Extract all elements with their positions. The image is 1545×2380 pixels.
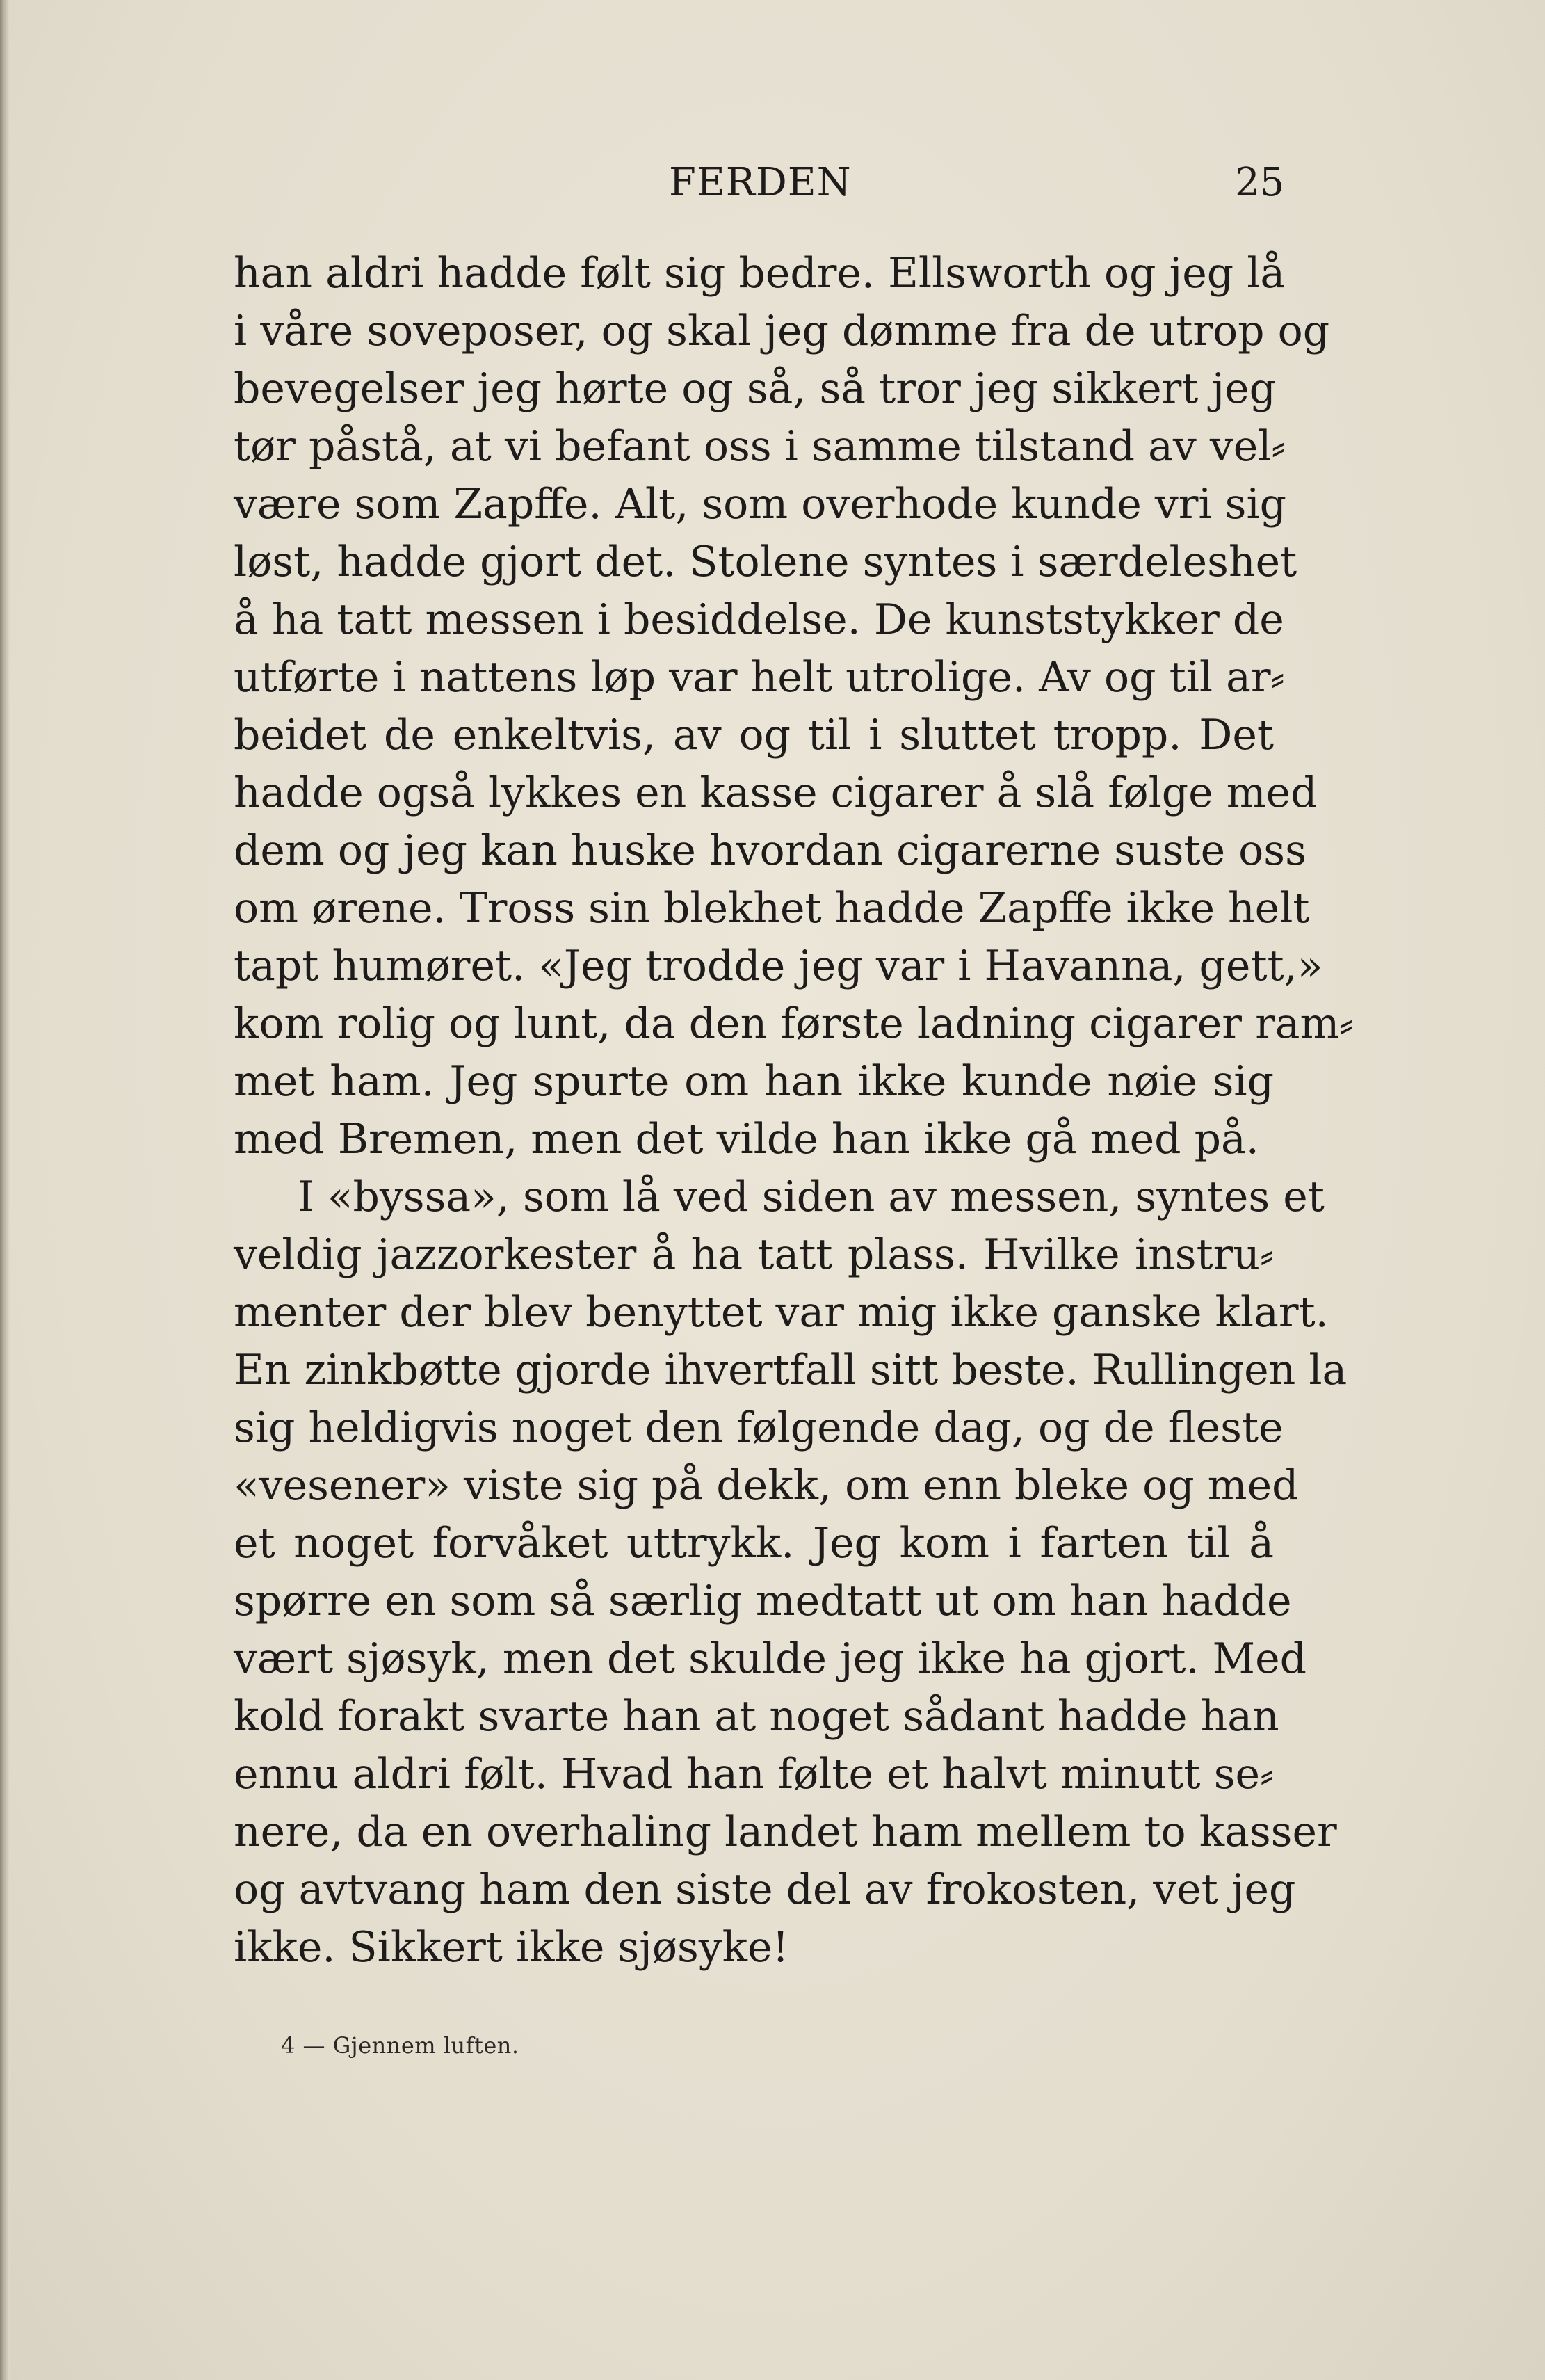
text-line: bevegelser jeg hørte og så, så tror jeg sikkert jeg — [234, 364, 1277, 413]
text-line: En zinkbøtte gjorde ihvertfall sitt beste. Rullingen la — [234, 1346, 1348, 1394]
text-line: løst, hadde gjort det. Stolene syntes i særdeleshet — [234, 538, 1297, 586]
text-line: met ham. Jeg spurte om han ikke kunde nøie sig — [234, 1057, 1274, 1106]
text-line: tør påstå, at vi befant oss i samme tilstand av vel⸗ — [234, 422, 1286, 471]
text-line: sig heldigvis noget den følgende dag, og de fleste — [234, 1404, 1284, 1452]
text-line: kom rolig og lunt, da den første ladning cigarer ram⸗ — [234, 999, 1354, 1048]
text-line: å ha tatt messen i besiddelse. De kunststykker de — [234, 595, 1284, 644]
text-line: ennu aldri følt. Hvad han følte et halvt minutt se⸗ — [234, 1750, 1274, 1799]
text-line: i våre soveposer, og skal jeg dømme fra de utrop og — [234, 307, 1330, 355]
chapter-title: FERDEN — [669, 160, 852, 205]
text-line: med Bremen, men det vilde han ikke gå med på. — [234, 1115, 1259, 1164]
text-line: kold forakt svarte han at noget sådant hadde han — [234, 1692, 1279, 1741]
text-line: om ørene. Tross sin blekhet hadde Zapffe ikke helt — [234, 884, 1310, 933]
text-line: veldig jazzorkester å ha tatt plass. Hvilke instru⸗ — [234, 1230, 1274, 1279]
text-line: vært sjøsyk, men det skulde jeg ikke ha gjort. Med — [234, 1634, 1307, 1683]
running-head — [0, 152, 1545, 214]
text-line: beidet de enkeltvis, av og til i sluttet tropp. Det — [234, 711, 1274, 759]
text-line: tapt humøret. «Jeg trodde jeg var i Havanna, gett,» — [234, 942, 1323, 990]
text-line: I «byssa», som lå ved siden av messen, syntes et — [298, 1173, 1325, 1221]
text-line: spørre en som så særlig medtatt ut om han hadde — [234, 1577, 1292, 1625]
text-line: «vesener» viste sig på dekk, om enn bleke og med — [234, 1461, 1299, 1510]
text-line: utførte i nattens løp var helt utrolige. Av og til ar⸗ — [234, 653, 1285, 702]
text-line: et noget forvåket uttrykk. Jeg kom i farten til å — [234, 1519, 1274, 1568]
text-line: dem og jeg kan huske hvordan cigarerne suste oss — [234, 826, 1307, 875]
text-line: han aldri hadde følt sig bedre. Ellsworth og jeg lå — [234, 249, 1286, 298]
text-line: være som Zapffe. Alt, som overhode kunde vri sig — [234, 480, 1287, 529]
text-line: nere, da en overhaling landet ham mellem to kasser — [234, 1808, 1337, 1856]
page-edge-shadow — [0, 0, 10, 2380]
text-line: ikke. Sikkert ikke sjøsyke! — [234, 1923, 789, 1972]
page-number: 25 — [1235, 160, 1285, 205]
text-line: menter der blev benyttet var mig ikke ganske klart. — [234, 1288, 1329, 1337]
text-line: og avtvang ham den siste del av frokosten, vet jeg — [234, 1865, 1296, 1914]
printer-signature: 4 — Gjennem luften. — [281, 2032, 519, 2059]
text-line: hadde også lykkes en kasse cigarer å slå følge med — [234, 769, 1318, 817]
body-text — [234, 245, 1354, 1977]
